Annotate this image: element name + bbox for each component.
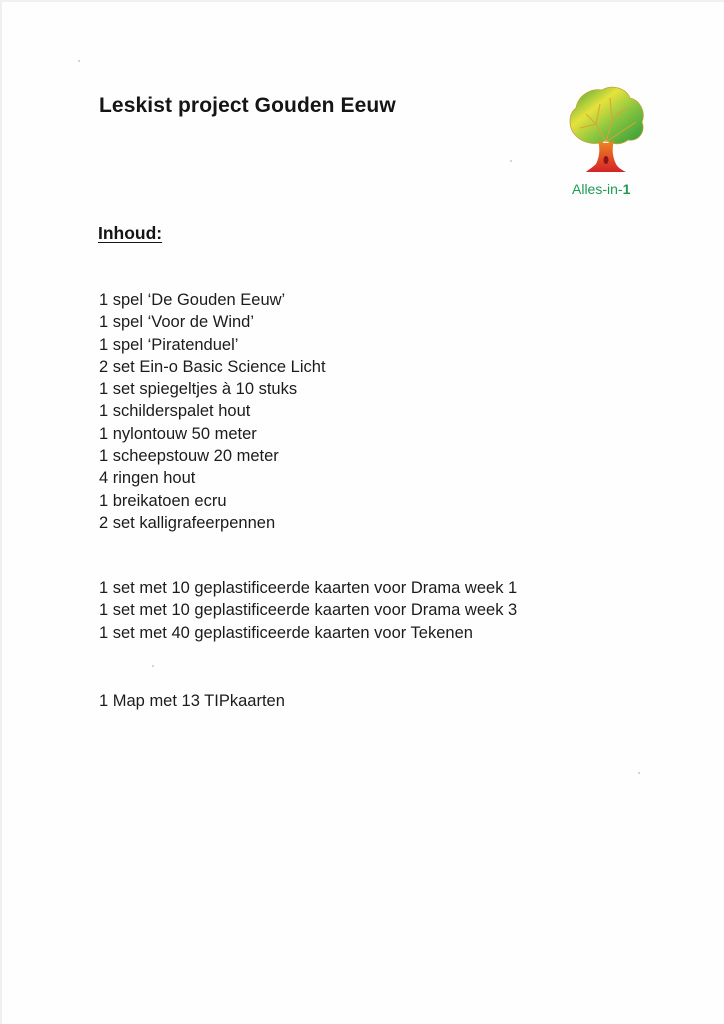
scan-speck (510, 160, 512, 162)
list-item: 2 set kalligrafeerpennen (99, 513, 276, 532)
list-item: 4 ringen hout (99, 469, 196, 488)
list-item: 1 scheepstouw 20 meter (99, 447, 279, 466)
logo-label-suffix: 1 (622, 181, 631, 197)
list-item: 1 set spiegeltjes à 10 stuks (99, 380, 298, 399)
list-item: 1 Map met 13 TIPkaarten (99, 692, 285, 710)
list-item: 1 breikatoen ecru (99, 491, 227, 510)
logo-label (572, 181, 630, 197)
logo-label-prefix: Alles-in- (572, 181, 623, 197)
tree-icon (566, 84, 648, 179)
contents-heading: Inhoud: (98, 223, 163, 243)
list-item: 1 nylontouw 50 meter (99, 424, 257, 443)
list-item: 1 spel ‘Piratenduel’ (99, 335, 239, 354)
list-item: 1 set met 10 geplastificeerde kaarten voor Drama week 3 (99, 601, 518, 620)
scan-speck (78, 60, 80, 62)
list-item: 1 set met 10 geplastificeerde kaarten voor Drama week 1 (99, 579, 518, 597)
list-item: 1 spel ‘Voor de Wind’ (99, 313, 255, 332)
list-item: 1 set met 40 geplastificeerde kaarten voor Tekenen (99, 623, 473, 642)
scan-speck (638, 772, 640, 774)
contents-list-cards (99, 577, 517, 644)
document-title: Leskist project Gouden Eeuw (99, 94, 396, 117)
list-item: 1 schilderspalet hout (99, 402, 251, 421)
list-item: 2 set Ein-o Basic Science Licht (99, 357, 326, 376)
list-item: 1 spel ‘De Gouden Eeuw’ (99, 291, 286, 309)
scan-speck (152, 665, 154, 667)
alles-in-1-logo (562, 84, 654, 204)
contents-list-materials (99, 289, 326, 534)
contents-list-map (99, 690, 285, 712)
